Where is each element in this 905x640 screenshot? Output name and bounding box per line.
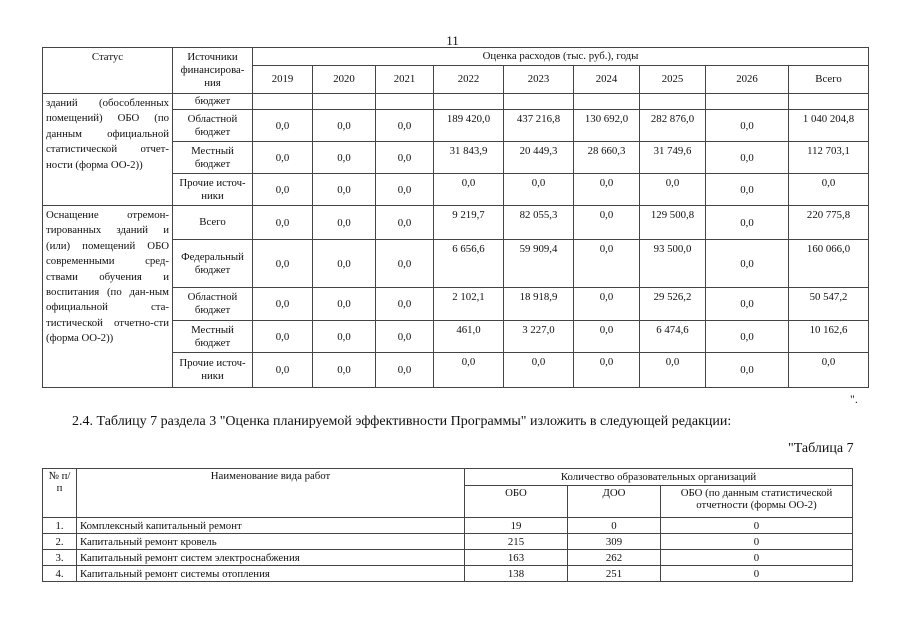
value-cell: 0,0 [313, 142, 376, 174]
value-cell [640, 94, 706, 110]
header-doo: ДОО [568, 486, 661, 518]
value-cell: 0,0 [376, 288, 434, 321]
works-num-cell: 1. [43, 518, 77, 534]
value-cell: 0,0 [706, 321, 789, 353]
year-header: 2023 [504, 66, 574, 94]
value-cell: 0,0 [313, 321, 376, 353]
works-obo-cell: 163 [465, 550, 568, 566]
value-cell: 0,0 [313, 110, 376, 142]
value-cell: 0,0 [706, 206, 789, 240]
works-name-cell: Капитальный ремонт кровель [77, 534, 465, 550]
status-cell: зданий (обособленных помещений) ОБО (по данным официальной статистической отчет-ности (форма ОО-2)) [43, 94, 173, 206]
works-doo-cell: 262 [568, 550, 661, 566]
table-label: "Таблица 7 [788, 441, 854, 456]
source-cell: Местный бюджет [173, 142, 253, 174]
value-cell: 0,0 [789, 353, 869, 388]
value-cell: 0,0 [253, 353, 313, 388]
value-cell: 6 474,6 [640, 321, 706, 353]
value-cell: 282 876,0 [640, 110, 706, 142]
value-cell: 0,0 [376, 142, 434, 174]
status-cell: Оснащение отремон-тированных зданий и (или) помещений ОБО современными сред-ствами обучения и воспитания (по дан-ным официальной ста-тистической отчетно-сти (форма ОО-2)) [43, 206, 173, 388]
value-cell [504, 94, 574, 110]
value-cell: 0,0 [253, 142, 313, 174]
value-cell: 0,0 [706, 142, 789, 174]
value-cell: 0,0 [313, 240, 376, 288]
value-cell: 93 500,0 [640, 240, 706, 288]
value-cell: 160 066,0 [789, 240, 869, 288]
value-cell: 0,0 [504, 174, 574, 206]
value-cell: 220 775,8 [789, 206, 869, 240]
value-cell: 29 526,2 [640, 288, 706, 321]
value-cell: 18 918,9 [504, 288, 574, 321]
value-cell: 82 055,3 [504, 206, 574, 240]
value-cell: 1 040 204,8 [789, 110, 869, 142]
value-cell: 0,0 [253, 110, 313, 142]
value-cell: 0,0 [253, 240, 313, 288]
year-header: 2019 [253, 66, 313, 94]
value-cell [434, 94, 504, 110]
header-org-count: Количество образовательных организаций [465, 469, 853, 486]
page-number: 11 [446, 33, 459, 48]
works-num-cell: 2. [43, 534, 77, 550]
value-cell: 0,0 [706, 110, 789, 142]
value-cell: 0,0 [706, 240, 789, 288]
value-cell: 130 692,0 [574, 110, 640, 142]
finance-row [43, 94, 869, 110]
value-cell: 0,0 [253, 288, 313, 321]
year-header: 2025 [640, 66, 706, 94]
works-row [43, 518, 853, 534]
year-header: 2024 [574, 66, 640, 94]
source-cell: Областной бюджет [173, 110, 253, 142]
works-row [43, 550, 853, 566]
works-num-cell: 3. [43, 550, 77, 566]
value-cell: 6 656,6 [434, 240, 504, 288]
value-cell: 0,0 [574, 288, 640, 321]
source-cell: Областной бюджет [173, 288, 253, 321]
amendment-paragraph: 2.4. Таблицу 7 раздела 3 "Оценка планируемой эффективности Программы" изложить в следующей редакции: [72, 414, 732, 429]
value-cell: 31 749,6 [640, 142, 706, 174]
finance-table [42, 47, 869, 388]
value-cell: 9 219,7 [434, 206, 504, 240]
year-header: Всего [789, 66, 869, 94]
source-cell: Всего [173, 206, 253, 240]
source-cell: Прочие источ-ники [173, 353, 253, 388]
value-cell: 437 216,8 [504, 110, 574, 142]
works-obo-stat-cell: 0 [661, 550, 853, 566]
value-cell: 189 420,0 [434, 110, 504, 142]
value-cell: 0,0 [376, 353, 434, 388]
year-header: 2020 [313, 66, 376, 94]
works-name-cell: Капитальный ремонт систем электроснабжения [77, 550, 465, 566]
header-status: Статус [43, 48, 173, 94]
source-cell: Прочие источ-ники [173, 174, 253, 206]
source-cell: бюджет [173, 94, 253, 110]
value-cell: 0,0 [640, 353, 706, 388]
value-cell [313, 94, 376, 110]
source-cell: Местный бюджет [173, 321, 253, 353]
value-cell: 3 227,0 [504, 321, 574, 353]
value-cell: 0,0 [253, 321, 313, 353]
value-cell: 0,0 [434, 353, 504, 388]
header-num: № п/п [43, 469, 77, 518]
works-name-cell: Капитальный ремонт системы отопления [77, 566, 465, 582]
works-table [42, 468, 853, 582]
year-header: 2026 [706, 66, 789, 94]
value-cell [574, 94, 640, 110]
works-obo-cell: 215 [465, 534, 568, 550]
value-cell: 0,0 [313, 288, 376, 321]
value-cell: 0,0 [706, 353, 789, 388]
value-cell: 0,0 [789, 174, 869, 206]
header-obo-stat: ОБО (по данным статистической отчетности (формы ОО-2) [661, 486, 853, 518]
value-cell: 2 102,1 [434, 288, 504, 321]
value-cell: 0,0 [376, 206, 434, 240]
value-cell: 0,0 [376, 240, 434, 288]
value-cell: 59 909,4 [504, 240, 574, 288]
source-cell: Федеральный бюджет [173, 240, 253, 288]
closing-quote: ". [850, 392, 858, 406]
works-name-cell: Комплексный капитальный ремонт [77, 518, 465, 534]
works-doo-cell: 251 [568, 566, 661, 582]
value-cell: 461,0 [434, 321, 504, 353]
works-obo-stat-cell: 0 [661, 566, 853, 582]
value-cell: 0,0 [574, 321, 640, 353]
year-header: 2022 [434, 66, 504, 94]
value-cell: 0,0 [640, 174, 706, 206]
value-cell: 10 162,6 [789, 321, 869, 353]
header-work-name: Наименование вида работ [77, 469, 465, 518]
value-cell: 0,0 [313, 206, 376, 240]
header-estimate: Оценка расходов (тыс. руб.), годы [253, 48, 869, 66]
works-obo-stat-cell: 0 [661, 518, 853, 534]
value-cell: 0,0 [574, 174, 640, 206]
value-cell: 0,0 [706, 288, 789, 321]
value-cell: 0,0 [574, 240, 640, 288]
works-row [43, 566, 853, 582]
value-cell [789, 94, 869, 110]
year-header: 2021 [376, 66, 434, 94]
value-cell: 0,0 [434, 174, 504, 206]
works-obo-stat-cell: 0 [661, 534, 853, 550]
works-doo-cell: 309 [568, 534, 661, 550]
value-cell: 0,0 [376, 174, 434, 206]
value-cell [253, 94, 313, 110]
value-cell: 0,0 [706, 174, 789, 206]
works-obo-cell: 138 [465, 566, 568, 582]
value-cell [376, 94, 434, 110]
works-doo-cell: 0 [568, 518, 661, 534]
header-obo: ОБО [465, 486, 568, 518]
value-cell [706, 94, 789, 110]
header-source: Источники финансирова-ния [173, 48, 253, 94]
works-num-cell: 4. [43, 566, 77, 582]
value-cell: 0,0 [376, 321, 434, 353]
value-cell: 20 449,3 [504, 142, 574, 174]
value-cell: 0,0 [313, 353, 376, 388]
finance-row [43, 206, 869, 240]
value-cell: 0,0 [313, 174, 376, 206]
works-obo-cell: 19 [465, 518, 568, 534]
value-cell: 28 660,3 [574, 142, 640, 174]
value-cell: 0,0 [376, 110, 434, 142]
value-cell: 0,0 [574, 206, 640, 240]
value-cell: 0,0 [253, 174, 313, 206]
value-cell: 0,0 [504, 353, 574, 388]
value-cell: 0,0 [574, 353, 640, 388]
value-cell: 129 500,8 [640, 206, 706, 240]
works-row [43, 534, 853, 550]
value-cell: 50 547,2 [789, 288, 869, 321]
value-cell: 31 843,9 [434, 142, 504, 174]
value-cell: 112 703,1 [789, 142, 869, 174]
value-cell: 0,0 [253, 206, 313, 240]
